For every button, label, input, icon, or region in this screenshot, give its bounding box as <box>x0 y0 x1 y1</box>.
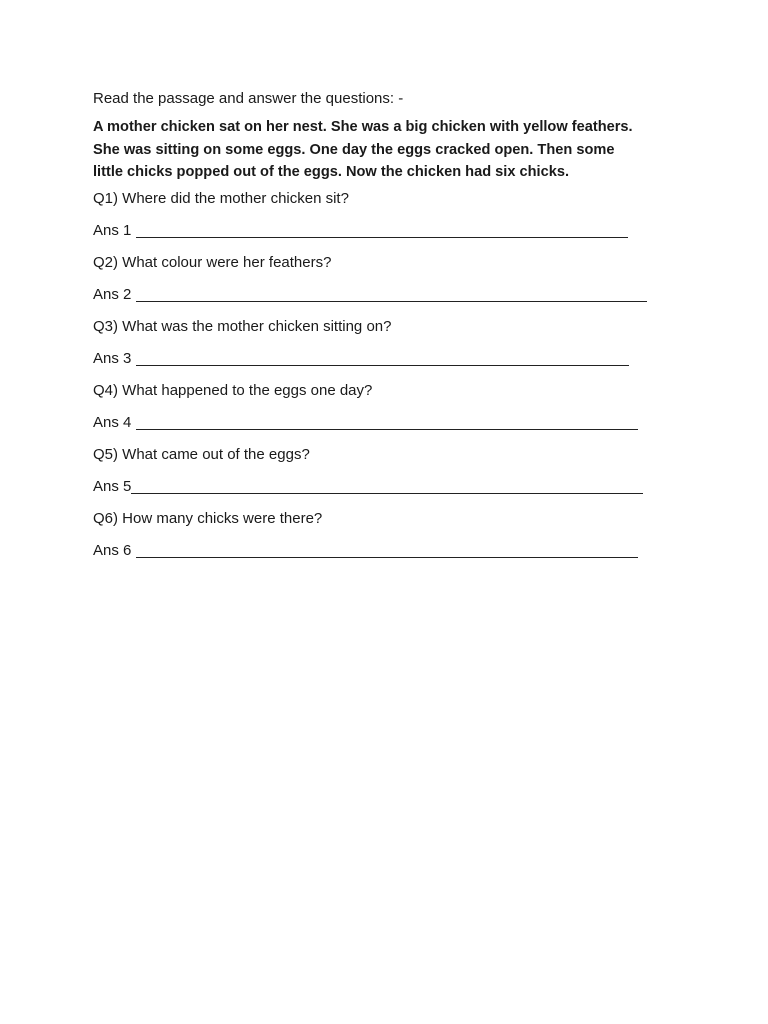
question-text: Q3) What was the mother chicken sitting on? <box>93 317 392 335</box>
answer-blank-line[interactable] <box>136 221 628 238</box>
question-text: Q2) What colour were her feathers? <box>93 253 332 271</box>
worksheet-content <box>93 88 693 572</box>
question-item-1 <box>93 188 693 252</box>
answer-label: Ans 4 <box>93 413 136 431</box>
passage-line: She was sitting on some eggs. One day the eggs cracked open. Then some <box>93 141 615 158</box>
answer-row <box>93 476 693 508</box>
instruction-text: Read the passage and answer the questions: - <box>93 90 404 107</box>
passage-line: little chicks popped out of the eggs. Now the chicken had six chicks. <box>93 164 570 180</box>
answer-row <box>93 348 693 380</box>
question-text: Q1) Where did the mother chicken sit? <box>93 189 349 207</box>
question-text: Q6) How many chicks were there? <box>93 509 323 527</box>
question-list <box>93 188 693 572</box>
question-item-3 <box>93 316 693 380</box>
question-item-2 <box>93 252 693 316</box>
answer-blank-line[interactable] <box>136 285 647 302</box>
answer-row <box>93 220 693 252</box>
answer-row <box>93 540 693 572</box>
answer-row <box>93 412 693 444</box>
answer-blank-line[interactable] <box>136 349 629 366</box>
answer-label: Ans 2 <box>93 285 136 303</box>
answer-blank-line[interactable] <box>136 541 638 558</box>
answer-label: Ans 6 <box>93 541 136 559</box>
question-item-5 <box>93 444 693 508</box>
answer-blank-line[interactable] <box>136 413 638 430</box>
answer-label: Ans 1 <box>93 221 136 239</box>
answer-label: Ans 3 <box>93 349 136 367</box>
question-item-6 <box>93 508 693 572</box>
answer-row <box>93 284 693 316</box>
question-text: Q4) What happened to the eggs one day? <box>93 381 373 399</box>
passage-line: A mother chicken sat on her nest. She was a big chicken with yellow feathers. <box>93 119 633 135</box>
question-text: Q5) What came out of the eggs? <box>93 445 310 463</box>
reading-passage <box>93 116 693 184</box>
answer-label: Ans 5 <box>93 477 132 495</box>
question-item-4 <box>93 380 693 444</box>
answer-blank-line[interactable] <box>131 477 643 494</box>
